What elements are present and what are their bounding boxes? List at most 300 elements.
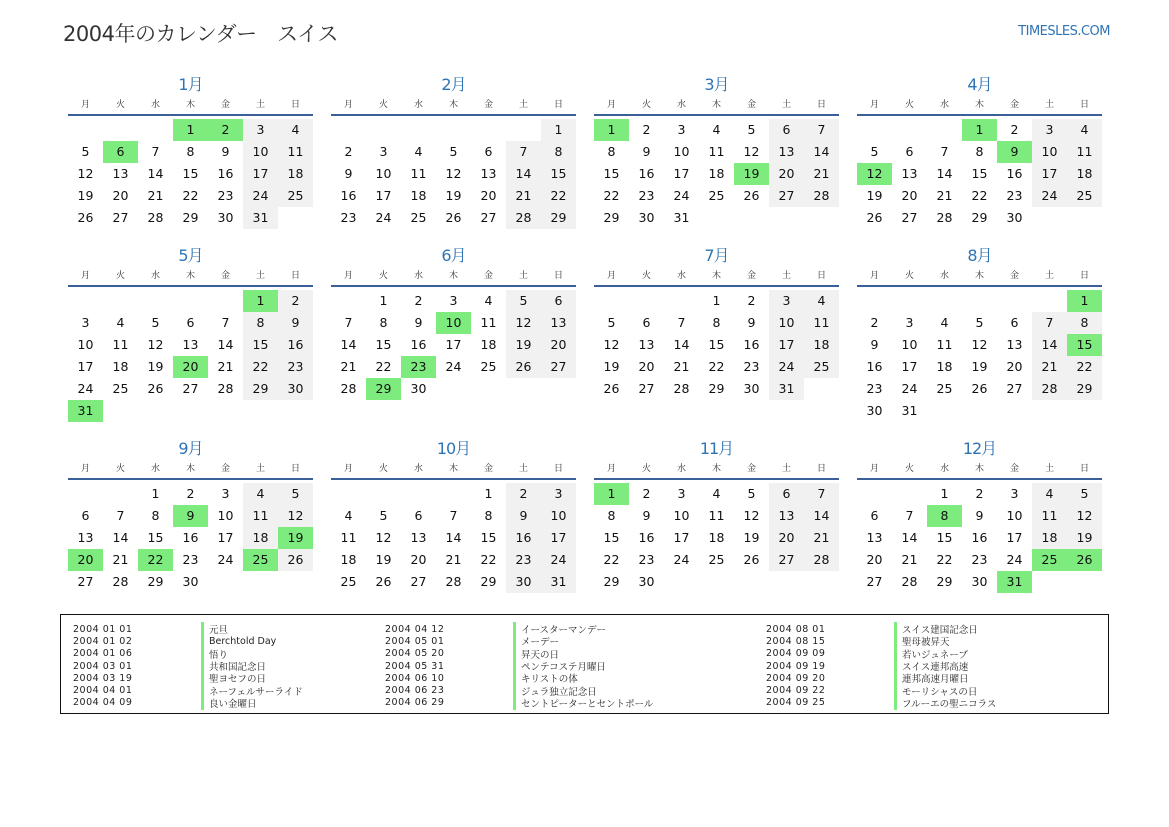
year-calendar — [68, 74, 1102, 593]
day-cell: 26 — [445, 210, 462, 225]
holiday-name: メーデー — [513, 634, 559, 648]
weekday-label: 金 — [220, 271, 230, 281]
holiday-name: 元旦 — [201, 622, 228, 636]
day-cell: 15 — [541, 163, 576, 185]
day-cell: 29 — [936, 574, 953, 589]
day-cell: 22 — [182, 188, 199, 203]
day-cell: 23 — [217, 188, 234, 203]
holiday-day-cell: 9 — [173, 505, 208, 527]
day-cell: 25 — [708, 188, 725, 203]
holiday-name: モーリシャスの日 — [894, 684, 977, 698]
month-calendar — [68, 438, 313, 593]
day-cell: 14 — [445, 530, 462, 545]
day-cell: 25 — [410, 210, 427, 225]
day-cell: 9 — [506, 505, 541, 527]
day-cell: 30 — [217, 210, 234, 225]
weekday-label: 火 — [115, 464, 125, 474]
empty-cell — [401, 483, 436, 505]
day-cell: 30 — [182, 574, 199, 589]
weekday-label: 日 — [816, 271, 826, 281]
day-cell: 12 — [743, 144, 760, 159]
day-cell: 27 — [866, 574, 883, 589]
day-cell: 2 — [747, 293, 756, 308]
day-cell: 3 — [769, 290, 804, 312]
holiday-column — [61, 623, 303, 709]
day-cell: 13 — [866, 530, 883, 545]
day-cell: 6 — [905, 144, 914, 159]
holiday-name: フルーエの聖ニコラス — [894, 696, 996, 710]
day-cell: 8 — [607, 144, 616, 159]
day-cell: 27 — [638, 381, 655, 396]
holiday-date: 2004 05 31 — [385, 660, 445, 672]
day-cell: 29 — [603, 574, 620, 589]
holiday-name: ジュラ独立記念日 — [513, 684, 597, 698]
weekday-label: 日 — [553, 464, 563, 474]
day-cell: 14 — [901, 530, 918, 545]
day-cell: 28 — [340, 381, 357, 396]
day-cell: 21 — [340, 359, 357, 374]
day-cell: 7 — [905, 508, 914, 523]
day-cell: 27 — [1006, 381, 1023, 396]
weekday-label: 火 — [378, 271, 388, 281]
day-cell: 14 — [112, 530, 129, 545]
day-cell: 18 — [278, 163, 313, 185]
holiday-date: 2004 06 23 — [385, 685, 445, 697]
weekday-header — [68, 96, 313, 116]
day-cell: 5 — [1067, 483, 1102, 505]
weekday-label: 火 — [904, 271, 914, 281]
day-cell: 17 — [217, 530, 234, 545]
holiday-row — [61, 648, 303, 660]
day-cell: 8 — [975, 144, 984, 159]
weekday-label: 火 — [641, 100, 651, 110]
day-cell: 11 — [243, 505, 278, 527]
day-cell: 29 — [182, 210, 199, 225]
day-cell: 30 — [638, 210, 655, 225]
day-cell: 15 — [603, 530, 620, 545]
day-cell: 17 — [243, 163, 278, 185]
weekday-label: 土 — [781, 100, 791, 110]
day-cell: 1 — [541, 119, 576, 141]
day-cell: 15 — [936, 530, 953, 545]
day-cell: 21 — [147, 188, 164, 203]
day-cell: 22 — [375, 359, 392, 374]
day-cell: 12 — [77, 166, 94, 181]
holiday-date: 2004 09 19 — [766, 660, 826, 672]
weekday-label: 月 — [80, 464, 90, 474]
holiday-date: 2004 08 15 — [766, 635, 826, 647]
day-cell: 18 — [708, 166, 725, 181]
month-calendar — [594, 245, 839, 422]
day-cell: 24 — [217, 552, 234, 567]
holiday-row — [373, 623, 653, 635]
holiday-row — [373, 635, 653, 647]
day-cell: 31 — [901, 403, 918, 418]
day-cell: 21 — [217, 359, 234, 374]
empty-cell — [594, 290, 629, 312]
day-cell: 29 — [1067, 378, 1102, 400]
day-cell: 8 — [1067, 312, 1102, 334]
day-cell: 4 — [414, 144, 423, 159]
day-cell: 14 — [1032, 334, 1067, 356]
day-cell: 4 — [1067, 119, 1102, 141]
holiday-name: ネーフェルサーライド — [201, 684, 303, 698]
holiday-row — [61, 684, 303, 696]
weekday-label: 月 — [869, 464, 879, 474]
weekday-label: 木 — [974, 464, 984, 474]
month-calendar — [857, 245, 1102, 422]
day-cell: 20 — [638, 359, 655, 374]
empty-cell — [857, 483, 892, 505]
day-cell: 24 — [541, 549, 576, 571]
holiday-day-cell: 9 — [997, 141, 1032, 163]
weekday-label: 土 — [255, 100, 265, 110]
day-cell: 26 — [743, 188, 760, 203]
weekday-header — [857, 460, 1102, 480]
day-cell: 8 — [186, 144, 195, 159]
weekday-label: 土 — [255, 271, 265, 281]
day-cell: 19 — [506, 334, 541, 356]
empty-cell — [103, 119, 138, 141]
day-grid — [68, 290, 313, 422]
month-name: 2月 — [441, 75, 466, 94]
day-cell: 11 — [804, 312, 839, 334]
day-cell: 1 — [484, 486, 493, 501]
day-cell: 6 — [81, 508, 90, 523]
holiday-date: 2004 05 20 — [385, 648, 445, 660]
day-cell: 18 — [243, 527, 278, 549]
weekday-label: 日 — [816, 464, 826, 474]
weekday-label: 金 — [220, 464, 230, 474]
weekday-label: 金 — [746, 464, 756, 474]
holiday-row — [754, 672, 996, 684]
day-cell: 3 — [677, 122, 686, 137]
weekday-label: 水 — [150, 271, 160, 281]
weekday-label: 木 — [448, 271, 458, 281]
holiday-day-cell: 29 — [366, 378, 401, 400]
day-cell: 28 — [506, 207, 541, 229]
holiday-day-cell: 1 — [173, 119, 208, 141]
holiday-row — [61, 623, 303, 635]
holiday-name: スイス建国記念日 — [894, 622, 978, 636]
day-cell: 8 — [379, 315, 388, 330]
empty-cell — [401, 119, 436, 141]
weekday-label: 月 — [343, 464, 353, 474]
day-cell: 11 — [112, 337, 129, 352]
holiday-date: 2004 01 02 — [73, 635, 133, 647]
day-cell: 21 — [445, 552, 462, 567]
empty-cell — [857, 290, 892, 312]
day-cell: 3 — [243, 119, 278, 141]
day-cell: 5 — [81, 144, 90, 159]
day-cell: 17 — [1006, 530, 1023, 545]
day-cell: 3 — [905, 315, 914, 330]
weekday-label: 水 — [413, 100, 423, 110]
weekday-label: 日 — [553, 271, 563, 281]
month-calendar — [594, 438, 839, 593]
day-cell: 16 — [410, 337, 427, 352]
day-cell: 18 — [1067, 163, 1102, 185]
empty-cell — [331, 483, 366, 505]
day-cell: 3 — [1032, 119, 1067, 141]
holiday-date: 2004 08 01 — [766, 623, 826, 635]
day-cell: 9 — [344, 166, 353, 181]
day-cell: 16 — [182, 530, 199, 545]
holiday-row — [754, 648, 996, 660]
day-cell: 12 — [603, 337, 620, 352]
weekday-label: 水 — [676, 464, 686, 474]
day-cell: 28 — [147, 210, 164, 225]
day-cell: 14 — [217, 337, 234, 352]
month-name: 1月 — [178, 75, 203, 94]
weekday-label: 土 — [255, 464, 265, 474]
day-cell: 5 — [449, 144, 458, 159]
day-cell: 20 — [901, 188, 918, 203]
holiday-row — [373, 697, 653, 709]
month-calendar — [331, 74, 576, 229]
day-cell: 6 — [769, 119, 804, 141]
day-cell: 2 — [870, 315, 879, 330]
day-cell: 3 — [449, 293, 458, 308]
holiday-date: 2004 09 25 — [766, 697, 826, 709]
day-cell: 6 — [414, 508, 423, 523]
empty-cell — [629, 290, 664, 312]
weekday-label: 火 — [904, 100, 914, 110]
day-cell: 23 — [638, 552, 655, 567]
day-cell: 23 — [743, 359, 760, 374]
day-cell: 14 — [147, 166, 164, 181]
weekday-label: 月 — [869, 100, 879, 110]
empty-cell — [962, 290, 997, 312]
weekday-header — [331, 267, 576, 287]
day-cell: 20 — [112, 188, 129, 203]
day-cell: 18 — [804, 334, 839, 356]
day-cell: 18 — [480, 337, 497, 352]
weekday-label: 月 — [606, 100, 616, 110]
day-cell: 28 — [112, 574, 129, 589]
day-cell: 19 — [1067, 527, 1102, 549]
day-cell: 26 — [866, 210, 883, 225]
day-cell: 12 — [375, 530, 392, 545]
day-cell: 27 — [112, 210, 129, 225]
day-cell: 21 — [804, 527, 839, 549]
holiday-day-cell: 1 — [243, 290, 278, 312]
day-cell: 22 — [971, 188, 988, 203]
day-cell: 22 — [541, 185, 576, 207]
empty-cell — [892, 290, 927, 312]
weekday-label: 火 — [641, 271, 651, 281]
day-cell: 17 — [673, 166, 690, 181]
holiday-day-cell: 31 — [68, 400, 103, 422]
month-name: 7月 — [704, 246, 729, 265]
day-cell: 7 — [804, 119, 839, 141]
day-cell: 30 — [410, 381, 427, 396]
holiday-date: 2004 04 09 — [73, 697, 133, 709]
day-grid — [594, 119, 839, 229]
day-cell: 20 — [410, 552, 427, 567]
day-cell: 22 — [1067, 356, 1102, 378]
weekday-label: 木 — [974, 271, 984, 281]
day-cell: 11 — [708, 144, 725, 159]
day-cell: 3 — [677, 486, 686, 501]
day-cell: 10 — [541, 505, 576, 527]
holiday-date: 2004 04 12 — [385, 623, 445, 635]
day-cell: 14 — [936, 166, 953, 181]
day-cell: 15 — [708, 337, 725, 352]
day-cell: 23 — [1006, 188, 1023, 203]
day-cell: 19 — [743, 530, 760, 545]
day-cell: 29 — [603, 210, 620, 225]
holiday-date: 2004 03 19 — [73, 672, 133, 684]
holiday-row — [373, 660, 653, 672]
day-cell: 16 — [971, 530, 988, 545]
weekday-header — [857, 96, 1102, 116]
day-cell: 8 — [243, 312, 278, 334]
holiday-day-cell: 20 — [68, 549, 103, 571]
day-cell: 4 — [344, 508, 353, 523]
weekday-header — [68, 460, 313, 480]
empty-cell — [138, 290, 173, 312]
day-cell: 28 — [217, 381, 234, 396]
day-cell: 24 — [901, 381, 918, 396]
day-grid — [331, 119, 576, 229]
weekday-label: 金 — [1009, 271, 1019, 281]
weekday-label: 水 — [150, 464, 160, 474]
holiday-name: 聖母被昇天 — [894, 634, 950, 648]
month-calendar — [857, 74, 1102, 229]
day-cell: 4 — [712, 122, 721, 137]
day-cell: 10 — [673, 144, 690, 159]
day-cell: 27 — [77, 574, 94, 589]
day-cell: 18 — [112, 359, 129, 374]
day-cell: 28 — [1032, 378, 1067, 400]
day-cell: 23 — [638, 188, 655, 203]
day-cell: 19 — [445, 188, 462, 203]
day-cell: 27 — [480, 210, 497, 225]
day-cell: 7 — [449, 508, 458, 523]
day-cell: 19 — [375, 552, 392, 567]
weekday-header — [331, 460, 576, 480]
day-cell: 14 — [340, 337, 357, 352]
day-cell: 20 — [769, 527, 804, 549]
day-cell: 22 — [243, 356, 278, 378]
day-cell: 27 — [901, 210, 918, 225]
weekday-label: 金 — [746, 100, 756, 110]
day-cell: 28 — [804, 185, 839, 207]
empty-cell — [997, 290, 1032, 312]
weekday-label: 土 — [518, 271, 528, 281]
day-cell: 22 — [708, 359, 725, 374]
day-cell: 24 — [1006, 552, 1023, 567]
day-grid — [857, 290, 1102, 422]
day-cell: 9 — [747, 315, 756, 330]
day-cell: 4 — [712, 486, 721, 501]
day-cell: 29 — [480, 574, 497, 589]
holiday-name: 悟り — [201, 647, 228, 661]
weekday-label: 木 — [711, 100, 721, 110]
weekday-label: 土 — [781, 271, 791, 281]
empty-cell — [68, 290, 103, 312]
day-cell: 17 — [541, 527, 576, 549]
day-cell: 10 — [243, 141, 278, 163]
day-cell: 3 — [541, 483, 576, 505]
day-cell: 17 — [1032, 163, 1067, 185]
empty-cell — [892, 119, 927, 141]
day-cell: 5 — [379, 508, 388, 523]
weekday-label: 土 — [1044, 100, 1054, 110]
holiday-day-cell: 10 — [436, 312, 471, 334]
weekday-label: 月 — [343, 271, 353, 281]
holiday-day-cell: 6 — [103, 141, 138, 163]
weekday-label: 木 — [448, 100, 458, 110]
holiday-name: 良い金曜日 — [201, 696, 257, 710]
day-cell: 1 — [151, 486, 160, 501]
weekday-label: 月 — [80, 100, 90, 110]
weekday-label: 金 — [483, 464, 493, 474]
day-cell: 13 — [1006, 337, 1023, 352]
day-cell: 15 — [480, 530, 497, 545]
weekday-label: 日 — [1079, 271, 1089, 281]
day-cell: 2 — [414, 293, 423, 308]
weekday-label: 火 — [378, 100, 388, 110]
holiday-row — [373, 684, 653, 696]
holiday-day-cell: 8 — [927, 505, 962, 527]
day-cell: 21 — [901, 552, 918, 567]
holiday-column — [754, 623, 996, 709]
weekday-label: 水 — [939, 100, 949, 110]
day-cell: 7 — [116, 508, 125, 523]
day-cell: 5 — [747, 486, 756, 501]
day-cell: 6 — [769, 483, 804, 505]
empty-cell — [664, 290, 699, 312]
day-cell: 5 — [870, 144, 879, 159]
day-cell: 11 — [1032, 505, 1067, 527]
weekday-label: 日 — [816, 100, 826, 110]
empty-cell — [1032, 290, 1067, 312]
day-cell: 15 — [971, 166, 988, 181]
day-cell: 19 — [147, 359, 164, 374]
day-cell: 13 — [769, 505, 804, 527]
holiday-day-cell: 19 — [734, 163, 769, 185]
weekday-label: 月 — [606, 464, 616, 474]
day-cell: 4 — [116, 315, 125, 330]
day-cell: 12 — [743, 508, 760, 523]
day-cell: 13 — [480, 166, 497, 181]
weekday-label: 水 — [676, 100, 686, 110]
day-cell: 26 — [77, 210, 94, 225]
day-cell: 28 — [445, 574, 462, 589]
weekday-label: 土 — [518, 464, 528, 474]
weekday-label: 火 — [641, 464, 651, 474]
day-cell: 10 — [1006, 508, 1023, 523]
day-cell: 1 — [940, 486, 949, 501]
day-cell: 30 — [506, 571, 541, 593]
day-cell: 25 — [340, 574, 357, 589]
day-cell: 7 — [506, 141, 541, 163]
day-cell: 4 — [484, 293, 493, 308]
holiday-name: イースターマンデー — [513, 622, 606, 636]
weekday-header — [594, 460, 839, 480]
weekday-label: 日 — [290, 100, 300, 110]
day-cell: 2 — [186, 486, 195, 501]
day-cell: 30 — [278, 378, 313, 400]
month-name: 9月 — [178, 439, 203, 458]
day-cell: 25 — [278, 185, 313, 207]
day-cell: 4 — [1032, 483, 1067, 505]
day-cell: 30 — [971, 574, 988, 589]
holiday-day-cell: 1 — [1067, 290, 1102, 312]
weekday-label: 日 — [553, 100, 563, 110]
